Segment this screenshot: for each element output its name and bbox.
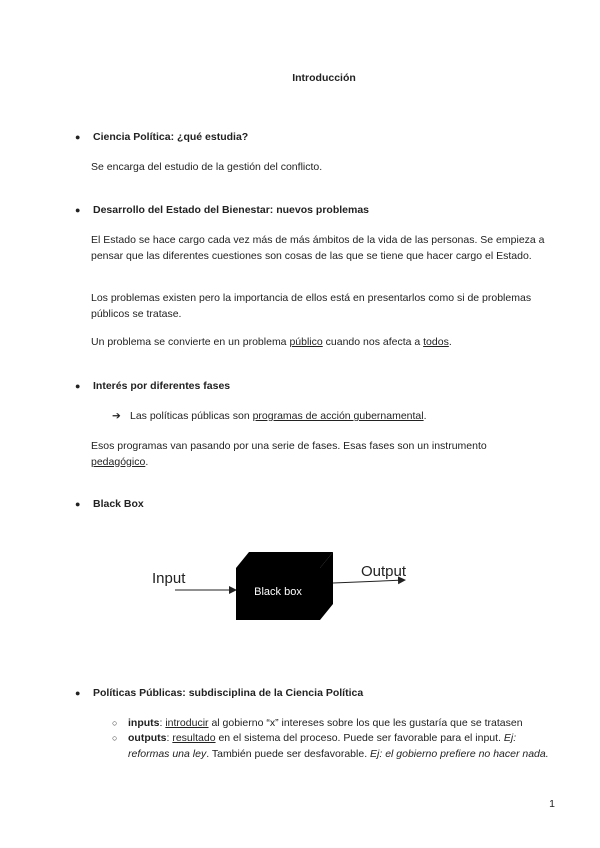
underlined-term: programas de acción gubernamental <box>252 410 424 422</box>
bullet-icon: ● <box>75 381 81 391</box>
section-heading-estado-bienestar: ● Desarrollo del Estado del Bienestar: nuevos problemas <box>75 204 369 216</box>
list-item-outputs: ○ outputs: resultado en el sistema del proceso. Puede ser favorable para el input. Ej: reformas una ley. También puede ser desfavorable. Ej: el gobierno prefiere no hacer nada. <box>112 732 549 760</box>
paragraph: Se encarga del estudio de la gestión del conflicto. <box>91 161 323 173</box>
page-number: 1 <box>549 798 555 810</box>
page-title: Introducción <box>292 72 356 84</box>
paragraph: Los problemas existen pero la importancia de ellos está en presentarlos como si de problemas públicos se tratase. <box>91 292 532 320</box>
circle-bullet-icon: ○ <box>112 733 118 743</box>
circle-bullet-icon: ○ <box>112 718 118 728</box>
diagram-output-label: Output <box>361 563 407 580</box>
section-heading-fases: ● Interés por diferentes fases <box>75 380 231 392</box>
bullet-icon: ● <box>75 132 81 142</box>
paragraph: El Estado se hace cargo cada vez más de más ámbitos de la vida de las personas. Se empieza a pensar que las diferentes cuestiones son cosas de las que se tiene que hacer cargo el Estado. <box>91 234 545 262</box>
arrow-right-icon: ➔ <box>112 410 121 422</box>
underlined-term: pedagógico <box>91 455 146 468</box>
underlined-term: resultado <box>172 732 216 744</box>
bullet-icon: ● <box>75 688 81 698</box>
bullet-icon: ● <box>75 205 81 215</box>
diagram-box-label: Black box <box>254 586 302 598</box>
paragraph: Esos programas van pasando por una serie de fases. Esas fases son un instrumento pedagógico. <box>91 440 487 468</box>
section-heading-ciencia-politica: ● Ciencia Política: ¿qué estudia? <box>75 131 249 143</box>
arrow-item: ➔ Las políticas públicas son programas de acción gubernamental. <box>112 409 567 425</box>
diagram-input-label: Input <box>152 570 186 587</box>
underlined-term: público <box>289 336 323 348</box>
black-box-diagram <box>140 540 430 630</box>
section-heading-politicas-publicas: ● Políticas Públicas: subdisciplina de la Ciencia Política <box>75 687 364 699</box>
section-heading-black-box: ● Black Box <box>75 498 144 510</box>
output-arrow <box>333 580 405 583</box>
list-item-inputs: ○ inputs: introducir al gobierno “x” intereses sobre los que les gustaría que se tratasen <box>112 716 552 732</box>
bullet-icon: ● <box>75 499 81 509</box>
underlined-term: todos <box>423 336 449 348</box>
paragraph: Un problema se convierte en un problema público cuando nos afecta a todos. <box>91 336 452 348</box>
underlined-term: introducir <box>165 717 209 729</box>
